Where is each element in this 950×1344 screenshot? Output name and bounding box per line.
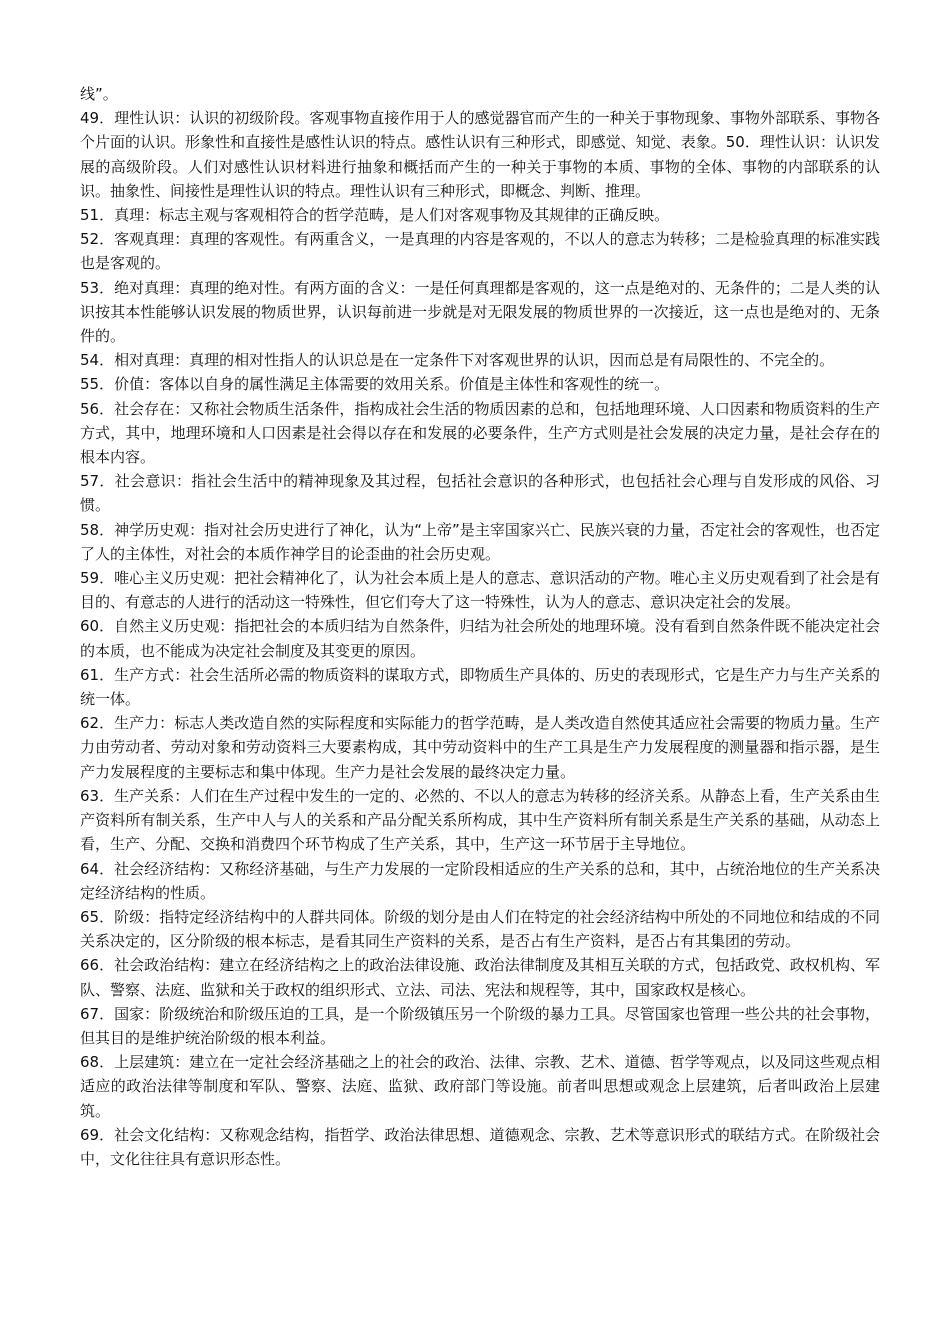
entry-53-absolute-truth: 53．绝对真理：真理的绝对性。有两方面的含义：一是任何真理都是客观的，这一点是绝对的、无条件的；二是人类的认识按其本性能够认识发展的物质世界，认识每前进一步就是对无限发展的物质世界的一次接近，这一点也是绝对的、无条件的。 bbox=[80, 278, 880, 346]
entry-52-objective-truth: 52．客观真理：真理的客观性。有两重含义，一是真理的内容是客观的，不以人的意志为转移；二是检验真理的标准实践也是客观的。 bbox=[80, 230, 880, 273]
entry-61-mode-of-production: 61．生产方式：社会生活所必需的物质资料的谋取方式，即物质生产具体的、历史的表现形式，它是生产力与生产关系的统一体。 bbox=[80, 665, 880, 709]
entry-54-relative-truth: 54．相对真理：真理的相对性指人的认识总是在一定条件下对客观世界的认识，因而总是有局限性的、不完全的。 bbox=[80, 351, 835, 370]
entry-69-cultural-structure: 69．社会文化结构：又称观念结构，指哲学、政治法律思想、道德观念、宗教、艺术等意识形式的联结方式。在阶级社会中，文化往往具有意识形态性。 bbox=[80, 1125, 880, 1168]
entry-67-state: 67．国家：阶级统治和阶级压迫的工具，是一个阶级镇压另一个阶级的暴力工具。尽管国家也管理一些公共的社会事物，但其目的是维护统治阶级的根本利益。 bbox=[80, 1004, 880, 1047]
entry-51-truth: 51．真理：标志主观与客观相符合的哲学范畴，是人们对客观事物及其规律的正确反映。 bbox=[80, 206, 670, 225]
entry-65-class: 65．阶级：指特定经济结构中的人群共同体。阶级的划分是由人们在特定的社会经济结构中所处的不同地位和结成的不同关系决定的，区分阶级的根本标志，是看其同生产资料的关系，是否占有生产资料，是否占有其集团的劳动。 bbox=[80, 907, 880, 951]
document-page bbox=[80, 82, 880, 1171]
entry-62-productive-forces: 62．生产力：标志人类改造自然的实际程度和实际能力的哲学范畴，是人类改造自然使其适应社会需要的物质力量。生产力由劳动者、劳动对象和劳动资料三大要素构成，其中劳动资料中的生产工具是生产力发展程度的测量器和指示器，是生产力发展程度的主要标志和集中体现。生产力是社会发展的最终决定力量。 bbox=[80, 714, 880, 781]
entry-63-relations-of-production: 63．生产关系：人们在生产过程中发生的一定的、必然的、不以人的意志为转移的经济关系。从静态上看，生产关系由生产资料所有制关系，生产中人与人的关系和产品分配关系所构成，其中生产资料所有制关系是生产关系的基础，从动态上看，生产、分配、交换和消费四个环节构成了生产关系，其中，生产这一环节居于主导地位。 bbox=[80, 786, 880, 854]
paragraph-continuation: 线”。 bbox=[80, 85, 118, 103]
entry-56-social-existence: 56．社会存在：又称社会物质生活条件，指构成社会生活的物质因素的总和，包括地理环境、人口因素和物质资料的生产方式，其中，地理环境和人口因素是社会得以存在和发展的必要条件，生产方式则是社会发展的决定力量，是社会存在的根本内容。 bbox=[80, 399, 880, 467]
entry-58-theological-history: 58．神学历史观：指对社会历史进行了神化，认为“上帝”是主宰国家兴亡、民族兴衰的力量，否定社会的客观性，也否定了人的主体性，对社会的本质作神学目的论歪曲的社会历史观。 bbox=[80, 520, 880, 563]
entry-49-rational-cognition: 49．理性认识：认识的初级阶段。客观事物直接作用于人的感觉器官而产生的一种关于事物现象、事物外部联系、事物各个片面的认识。形象性和直接性是感性认识的特点。感性认识有三种形式，即感觉、知觉、表象。50．理性认识：认识发展的高级阶段。人们对感性认识材料进行抽象和概括而产生的一种关于事物的本质、事物的全体、事物的内部联系的认识。抽象性、间接性是理性认识的特点。理性认识有三种形式，即概念、判断、推理。 bbox=[80, 109, 880, 200]
entry-57-social-consciousness: 57．社会意识：指社会生活中的精神现象及其过程，包括社会意识的各种形式，也包括社会心理与自发形成的风俗、习惯。 bbox=[80, 472, 880, 515]
entry-59-idealist-history: 59．唯心主义历史观：把社会精神化了，认为社会本质上是人的意志、意识活动的产物。唯心主义历史观看到了社会是有目的、有意志的人进行的活动这一特殊性，但它们夸大了这一特殊性，认为人的意志、意识决定社会的发展。 bbox=[80, 569, 880, 612]
entry-55-value: 55．价值：客体以自身的属性满足主体需要的效用关系。价值是主体性和客观性的统一。 bbox=[80, 375, 670, 394]
entry-66-political-structure: 66．社会政治结构：建立在经济结构之上的政治法律设施、政治法律制度及其相互关联的方式，包括政党、政权机构、军队、警察、法庭、监狱和关于政权的组织形式、立法、司法、宪法和规程等，其中，国家政权是核心。 bbox=[80, 956, 880, 999]
entry-60-naturalist-history: 60．自然主义历史观：指把社会的本质归结为自然条件，归结为社会所处的地理环境。没有看到自然条件既不能决定社会的本质，也不能成为决定社会制度及其变更的原因。 bbox=[80, 617, 880, 660]
entry-64-economic-structure: 64．社会经济结构：又称经济基础，与生产力发展的一定阶段相适应的生产关系的总和，其中，占统治地位的生产关系决定经济结构的性质。 bbox=[80, 859, 880, 902]
entry-68-superstructure: 68．上层建筑：建立在一定社会经济基础之上的社会的政治、法律、宗教、艺术、道德、哲学等观点，以及同这些观点相适应的政治法律等制度和军队、警察、法庭、监狱、政府部门等设施。前者叫思想或观念上层建筑，后者叫政治上层建筑。 bbox=[80, 1053, 880, 1120]
